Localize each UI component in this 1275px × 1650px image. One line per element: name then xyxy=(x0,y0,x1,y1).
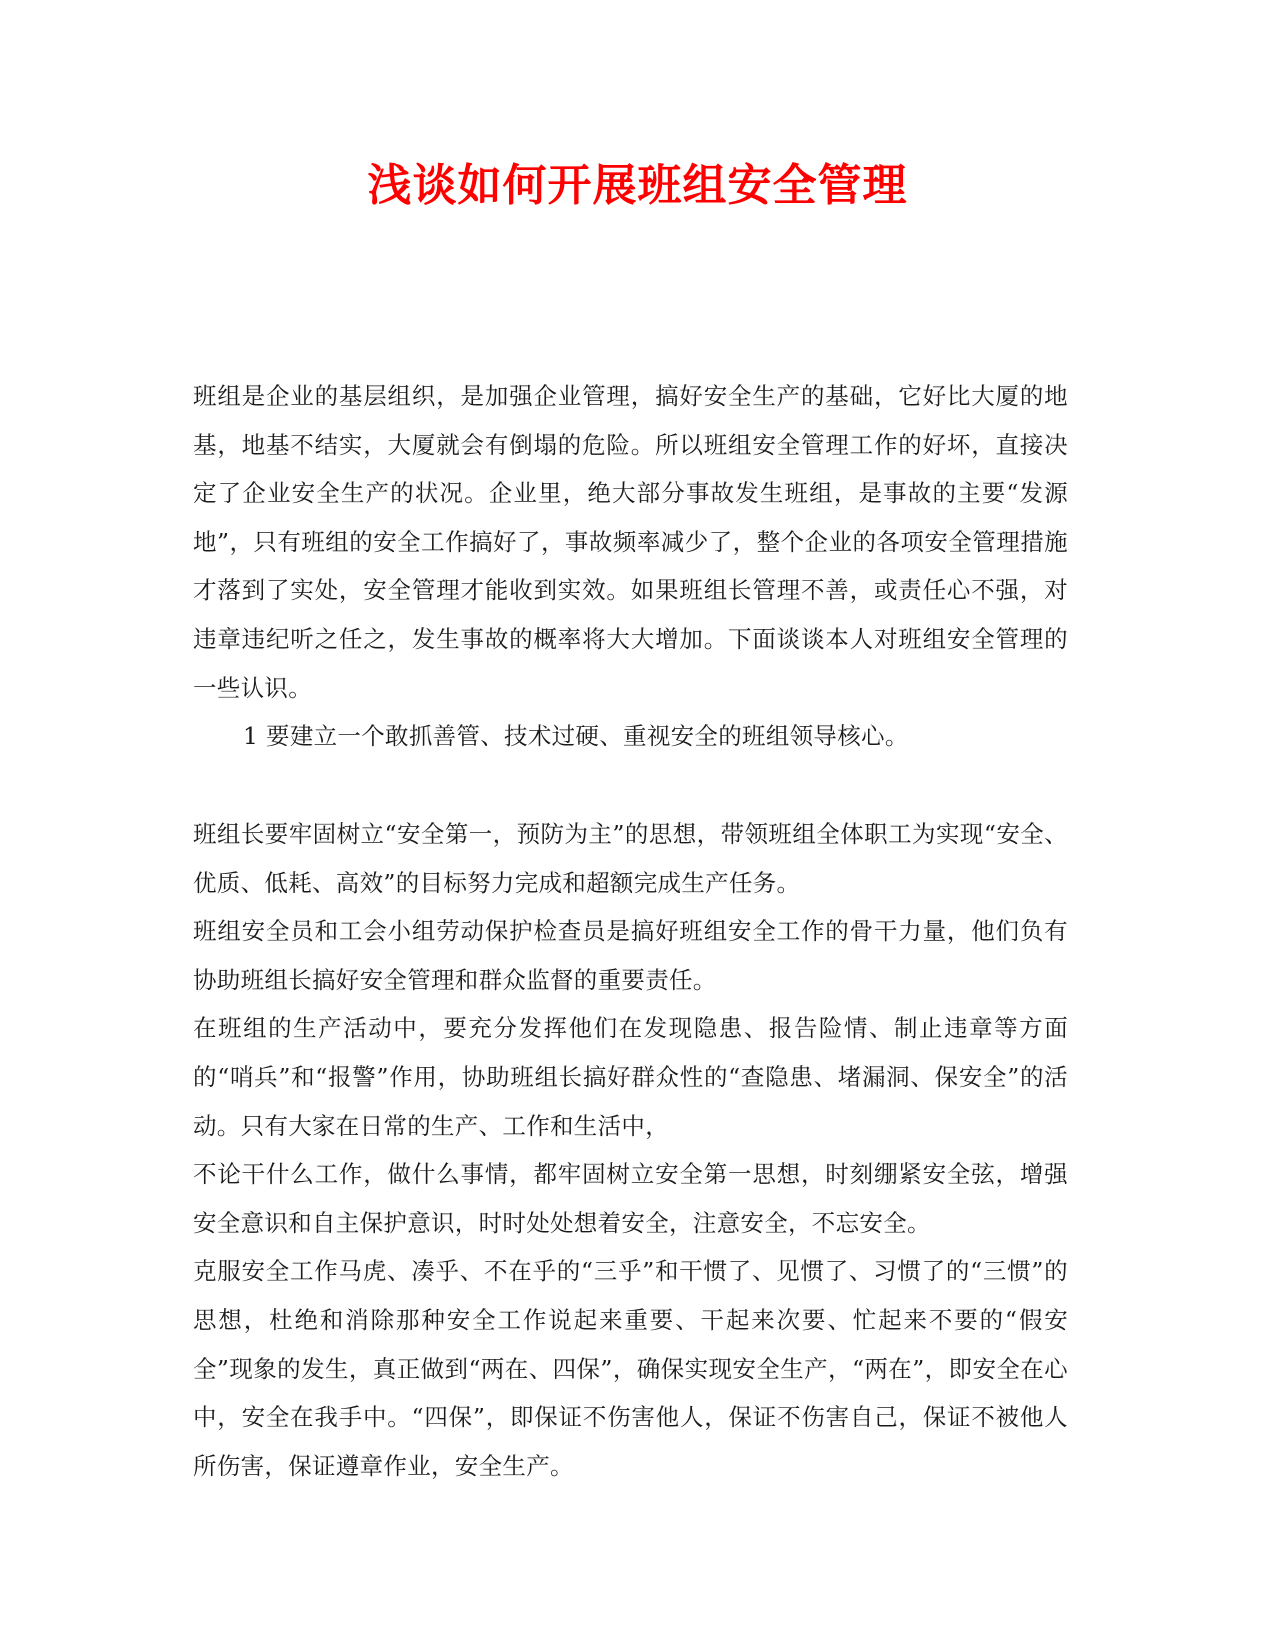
paragraph: 不论干什么工作，做什么事情，都牢固树立安全第一思想，时刻绷紧安全弦，增强安全意识和自主保护意识，时时处处想着安全，注意安全，不忘安全。 xyxy=(193,1160,1068,1237)
paragraph: 克服安全工作马虎、凑乎、不在乎的“三乎”和干惯了、见惯了、习惯了的“三惯”的思想，杜绝和消除那种安全工作说起来重要、干起来次要、忙起来不要的“假安全”现象的发生，真正做到“两在、四保”，确保实现安全生产，“两在”，即安全在心中，安全在我手中。“四保”，即保证不伤害他人，保证不伤害自己，保证不被他人所伤害，保证遵章作业，安全生产。 xyxy=(193,1257,1068,1480)
document-title: 浅谈如何开展班组安全管理 xyxy=(367,160,908,211)
section-heading: 1 要建立一个敢抓善管、技术过硬、重视安全的班组领导核心。 xyxy=(243,722,909,750)
intro-paragraph: 班组是企业的基层组织，是加强企业管理，搞好安全生产的基础，它好比大厦的地基，地基不结实，大厦就会有倒塌的危险。所以班组安全管理工作的好坏，直接决定了企业安全生产的状况。企业里，绝大部分事故发生班组，是事故的主要“发源地”，只有班组的安全工作搞好了，事故频率减少了，整个企业的各项安全管理措施才落到了实处，安全管理才能收到实效。如果班组长管理不善，或责任心不强，对违章违纪听之任之，发生事故的概率将大大增加。下面谈谈本人对班组安全管理的一些认识。 xyxy=(193,382,1068,702)
body-paragraphs xyxy=(193,810,1068,1490)
paragraph: 在班组的生产活动中，要充分发挥他们在发现隐患、报告险情、制止违章等方面的“哨兵”和“报警”作用，协助班组长搞好群众性的“查隐患、堵漏洞、保安全”的活动。只有大家在日常的生产、工作和生活中， xyxy=(193,1014,1068,1140)
paragraph: 班组安全员和工会小组劳动保护检查员是搞好班组安全工作的骨干力量，他们负有协助班组长搞好安全管理和群众监督的重要责任。 xyxy=(193,917,1068,994)
paragraph: 班组长要牢固树立“安全第一，预防为主”的思想，带领班组全体职工为实现“安全、优质、低耗、高效”的目标努力完成和超额完成生产任务。 xyxy=(193,820,1068,897)
